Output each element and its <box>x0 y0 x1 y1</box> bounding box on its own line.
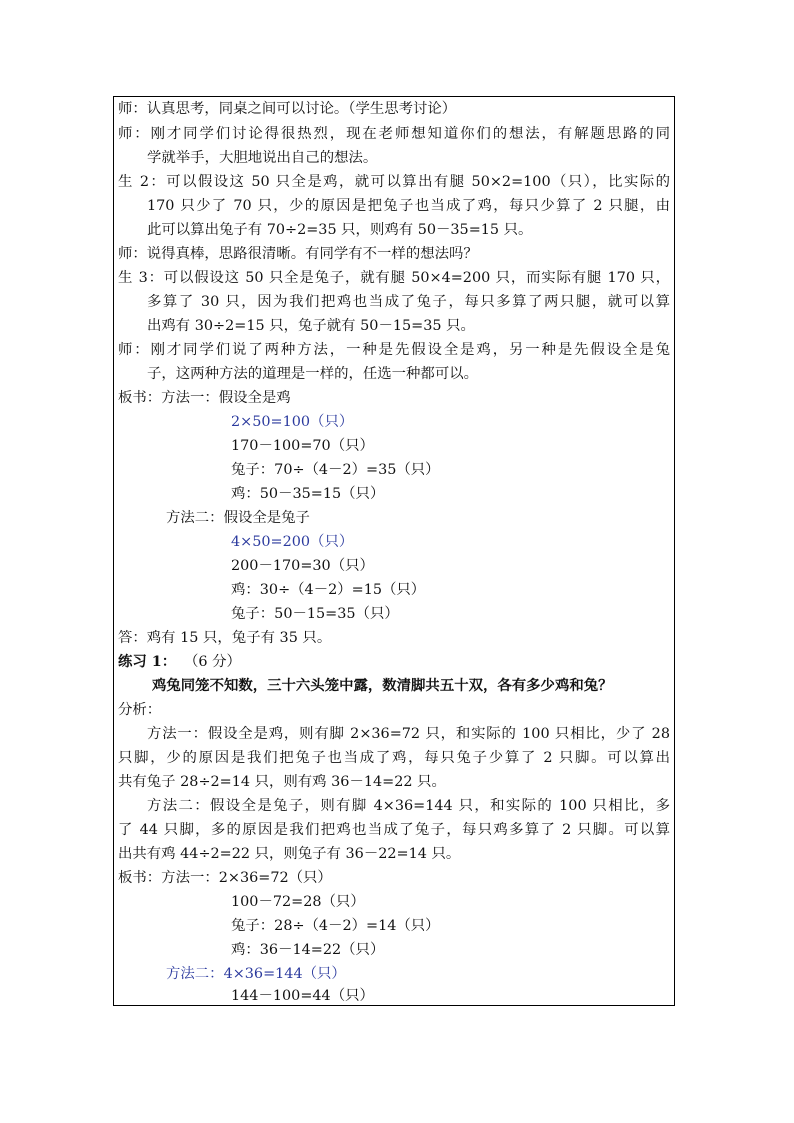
text-line: 方法一：假设全是鸡，则有脚 2×36=72 只，和实际的 100 只相比，少了 28 <box>147 726 670 742</box>
exercise-heading: 练习 1： <box>118 653 177 670</box>
exercise-score: （6 分） <box>184 654 241 670</box>
formula-line: 鸡：50－35=15（只） <box>231 486 385 502</box>
formula-line: 鸡：36－14=22（只） <box>231 942 385 958</box>
text-line: 只脚，少的原因是我们把兔子也当成了鸡，每只兔子少算了 2 只脚。可以算出 <box>118 750 670 766</box>
text-line: 师：刚才同学们说了两种方法，一种是先假设全是鸡，另一种是先假设全是兔 <box>118 342 670 358</box>
formula-line: 兔子：28÷（4－2）=14（只） <box>231 918 440 934</box>
text-line: 师：认真思考，同桌之间可以讨论。（学生思考讨论） <box>118 101 457 117</box>
text-line: 了 44 只脚，多的原因是我们把鸡也当成了兔子，每只鸡多算了 2 只脚。可以算 <box>118 822 670 838</box>
formula-line: 200－170=30（只） <box>231 558 374 574</box>
text-line: 方法二：假设全是兔子，则有脚 4×36=144 只，和实际的 100 只相比，多 <box>147 798 670 814</box>
method-heading: 方法二：假设全是兔子 <box>166 510 310 526</box>
text-line: 生 2：可以假设这 50 只全是鸡，就可以算出有腿 50×2=100（只），比实际的 <box>118 174 670 190</box>
text-line: 生 3：可以假设这 50 只全是兔子，就有腿 50×4=200 只，而实际有腿 170 只， <box>118 270 670 286</box>
text-line: 共有兔子 28÷2=14 只，则有鸡 36－14=22 只。 <box>118 774 446 790</box>
formula-line: 兔子：50－15=35（只） <box>231 606 399 622</box>
text-line: 师：刚才同学们讨论得很热烈，现在老师想知道你们的想法，有解题思路的同 <box>118 126 670 142</box>
text-line: 多算了 30 只，因为我们把鸡也当成了兔子，每只多算了两只腿，就可以算 <box>147 294 670 310</box>
formula-line: 4×50=200（只） <box>231 534 354 550</box>
formula-line: 144－100=44（只） <box>231 988 374 1004</box>
method-heading: 方法二：4×36=144（只） <box>166 966 346 982</box>
answer-line: 答：鸡有 15 只，兔子有 35 只。 <box>118 630 332 646</box>
text-line: 子，这两种方法的道理是一样的，任选一种都可以。 <box>147 366 478 382</box>
text-line: 此可以算出兔子有 70÷2=35 只，则鸡有 50－35=15 只。 <box>147 222 533 238</box>
formula-line: 2×50=100（只） <box>231 414 354 430</box>
text-line: 170 只少了 70 只，少的原因是把兔子也当成了鸡，每只少算了 2 只腿，由 <box>147 198 670 214</box>
text-line: 出共有鸡 44÷2=22 只，则兔子有 36－22=14 只。 <box>118 846 461 862</box>
exercise-question: 鸡兔同笼不知数，三十六头笼中露，数清脚共五十双，各有多少鸡和兔？ <box>152 677 613 694</box>
formula-line: 100－72=28（只） <box>231 894 365 910</box>
formula-line: 鸡：30÷（4－2）=15（只） <box>231 582 426 598</box>
formula-line: 兔子：70÷（4－2）=35（只） <box>231 462 440 478</box>
analysis-heading: 分析： <box>118 702 162 718</box>
text-line: 学就举手，大胆地说出自己的想法。 <box>147 150 378 166</box>
text-line: 出鸡有 30÷2=15 只，兔子就有 50－15=35 只。 <box>147 318 475 334</box>
formula-line: 170－100=70（只） <box>231 438 374 454</box>
blackboard-heading: 板书：方法一：假设全是鸡 <box>118 390 291 406</box>
blackboard-heading: 板书：方法一：2×36=72（只） <box>118 870 332 886</box>
text-line: 师：说得真棒，思路很清晰。有同学有不一样的想法吗？ <box>118 246 478 262</box>
